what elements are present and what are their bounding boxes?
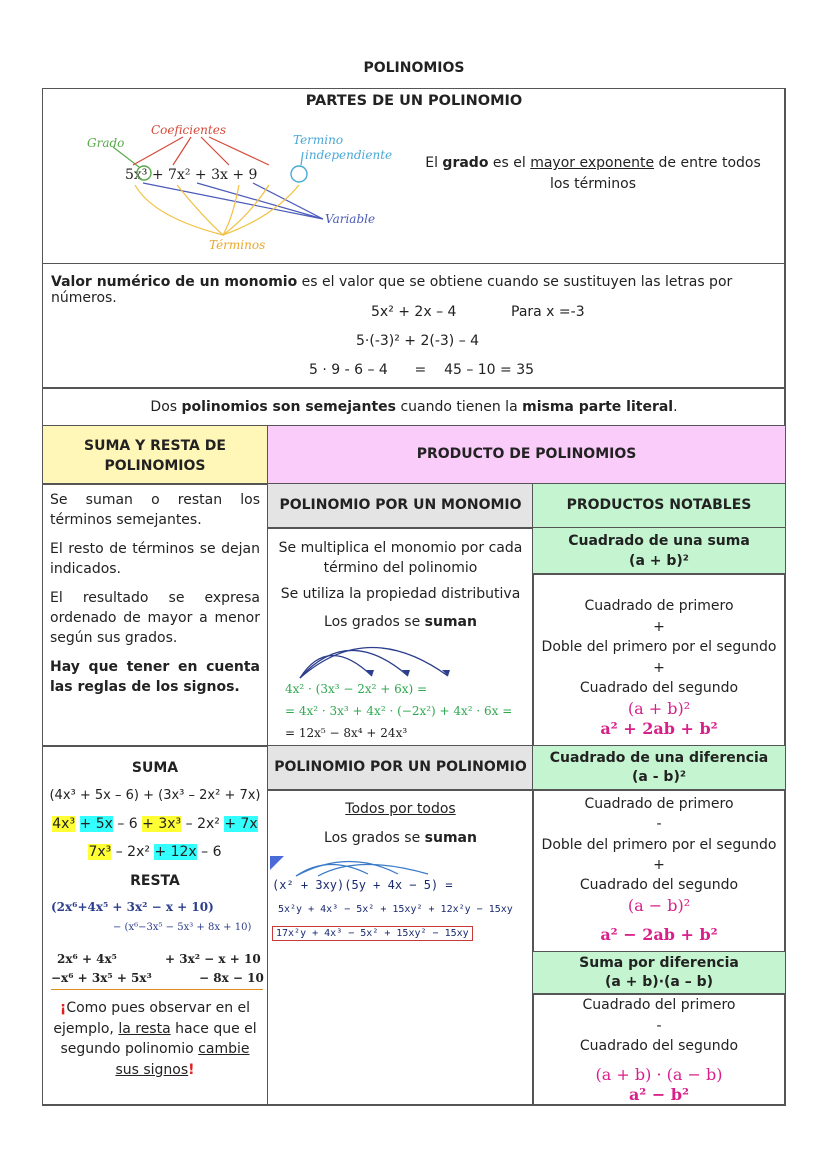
cuadrado-diferencia-header-cell [532, 745, 786, 791]
coeficientes-label: Coeficientes [151, 123, 226, 137]
suma-resta-header-cell [42, 425, 268, 485]
grado-def-mid: es el [492, 155, 526, 171]
note-excl-close: ! [188, 1061, 195, 1078]
resta-line-2: − (x⁶−3x⁵ − 5x³ + 8x + 10) [113, 922, 252, 933]
semejantes-section [42, 387, 786, 427]
resta-line-4a: −x⁶ + 3x⁵ + 5x³ [51, 971, 152, 985]
variable-arrow-3 [253, 183, 323, 219]
resta-line-1: (2x⁶+4x⁵ + 3x² − x + 10) [51, 900, 214, 914]
suma-line-2 [43, 816, 267, 832]
terminos-brace-3 [223, 185, 299, 235]
sem-bold-1: polinomios son semejantes [181, 399, 396, 415]
todos-por-todos: Todos por todos [345, 801, 456, 817]
valor-line-1a: 5x² + 2x – 4 [371, 304, 457, 320]
valor-line-2: 5·(-3)² + 2(-3) – 4 [356, 333, 480, 349]
resta-header: RESTA [130, 873, 180, 889]
summary-table [42, 88, 785, 1105]
terminos-label: Términos [209, 238, 266, 252]
corner-triangle-icon [270, 856, 284, 870]
sxd-step-1: Cuadrado del primero [582, 997, 736, 1013]
suma-plus-2: + [653, 659, 665, 676]
suma-term-4x3: 4x³ [52, 816, 76, 832]
cuadrado-suma-header-cell [532, 527, 786, 575]
sem-pre: Dos [150, 399, 178, 415]
pol-suman: suman [424, 830, 477, 846]
cuadrado-diferencia-formula: (a - b)² [632, 769, 686, 785]
sxd-minus: - [656, 1017, 662, 1034]
dif-step-3: Cuadrado del segundo [579, 877, 739, 894]
grado-def-post: de entre todos los términos [549, 155, 761, 192]
variable-label: Variable [325, 212, 376, 226]
resta-underline [51, 989, 263, 990]
suma-result-2x2: – 2x² [115, 844, 150, 860]
monomio-header: POLINOMIO POR UN MONOMIO [279, 497, 522, 513]
suma-resta-rules [42, 483, 268, 747]
monomio-suman: suman [424, 614, 477, 630]
termino-label: Termino [293, 133, 344, 147]
grado-definition [418, 153, 768, 195]
rule-1: Se suman o restan los términos semejantes. [50, 492, 260, 528]
suma-por-diferencia-header-cell [532, 951, 786, 995]
sem-post: . [673, 399, 678, 415]
sxd-step-2: Cuadrado del segundo [579, 1038, 739, 1054]
grado-def-underlined: mayor exponente [530, 155, 655, 171]
suma-resta-header: SUMA Y RESTA DE POLINOMIOS [84, 438, 226, 474]
rule-4: Hay que tener en cuenta las reglas de los signos. [50, 659, 260, 695]
suma-line-1: (4x³ + 5x – 6) + (3x³ – 2x² + 7x) [49, 788, 261, 803]
dif-step-1: Cuadrado de primero [584, 796, 734, 812]
monomio-example-1 [285, 682, 427, 696]
dif-plus: + [653, 856, 665, 873]
valor-line-1b: Para x =-3 [511, 304, 585, 320]
resta-note [53, 998, 257, 1080]
polynomial-parts-diagram [73, 117, 413, 257]
rule-2: El resto de términos se dejan indicados. [50, 541, 260, 577]
resta-line-3b: + 3x² − x + 10 [165, 952, 261, 966]
suma-step-1: Cuadrado de primero [584, 598, 734, 614]
suma-plus-1: + [653, 618, 665, 635]
variable-arrow-2 [197, 183, 323, 219]
page-title: POLINOMIOS [363, 60, 465, 76]
handwritten-result-box: 17x²y + 4x³ − 5x² + 15xy² − 15xy [272, 926, 473, 941]
monomio-text-2: Se utiliza la propiedad distributiva [280, 586, 521, 602]
valor-bold: Valor numérico de un monomio [51, 274, 298, 290]
producto-header: PRODUCTO DE POLINOMIOS [416, 446, 637, 462]
indep-arrow [301, 152, 303, 165]
suma-term-7x: + 7x [224, 816, 258, 832]
cuadrado-diferencia-body [532, 789, 786, 953]
independiente-label: independiente [305, 148, 393, 162]
cuadrado-suma-title: Cuadrado de una suma [568, 533, 750, 549]
suma-rhs: a² + 2ab + b² [600, 719, 718, 738]
note-a: Como pues observar en el ejemplo, [53, 1000, 251, 1037]
coef-arrow-4 [209, 137, 269, 165]
note-u1: la resta [118, 1020, 171, 1037]
monomio-example-2: = 4x² · 3x³ + 4x² · (−2x²) + 4x² · 6x = [285, 704, 513, 718]
sxd-lhs: (a + b) · (a − b) [595, 1064, 723, 1084]
suma-term-3x3: + 3x³ [142, 816, 182, 832]
suma-por-diferencia-body [532, 993, 786, 1106]
semejantes-text [43, 399, 785, 415]
valor-line-3: 5 · 9 - 6 – 4 = 45 – 10 = 35 [309, 362, 535, 378]
grado-def-bold: grado [442, 155, 489, 171]
sem-bold-2: misma parte literal [522, 399, 674, 415]
suma-term-6: – 6 [117, 816, 138, 832]
partes-section [42, 88, 786, 264]
monomio-grados: Los grados se [324, 614, 421, 630]
dif-rhs: a² − 2ab + b² [600, 924, 718, 944]
cuadrado-suma-body [532, 573, 786, 747]
suma-resta-examples [42, 745, 268, 1106]
suma-term-2x2: – 2x² [185, 816, 220, 832]
pol-grados: Los grados se [324, 830, 421, 846]
polinomio-header-cell [267, 745, 534, 791]
suma-por-diferencia-title: Suma por diferencia [579, 955, 739, 971]
suma-result-7x3: 7x³ [88, 844, 112, 860]
valor-text: es el valor que se obtiene cuando se sustituyen las letras por números. [51, 274, 733, 306]
note-excl-open: ¡ [59, 1000, 67, 1016]
dif-step-2: Doble del primero por el segundo [541, 836, 777, 853]
polinomio-body [267, 789, 534, 1106]
sem-mid: cuando tienen la [400, 399, 518, 415]
handwritten-line-1: (x² + 3xy)(5y + 4x − 5) = [272, 878, 453, 892]
dif-minus: - [656, 816, 662, 833]
handwritten-line-2: 5x²y + 4x³ − 5x² + 15xy² + 12x²y − 15xy [278, 904, 513, 915]
monomio-text-3 [268, 614, 533, 630]
rule-3: El resultado se expresa ordenado de mayor a menor según sus grados. [50, 590, 260, 646]
notables-header-cell [532, 483, 786, 529]
sxd-rhs: a² − b² [628, 1085, 690, 1104]
grado-label: Grado [87, 136, 125, 150]
suma-header: SUMA [131, 760, 179, 776]
partes-header: PARTES DE UN POLINOMIO [305, 93, 523, 109]
terminos-brace-1 [135, 185, 269, 235]
valor-numerico-section [42, 263, 786, 389]
parts-expression: 5x³ + 7x² + 3x + 9 [125, 167, 258, 183]
handwritten-arrows [288, 854, 438, 878]
note-u2: cambie sus signos [115, 1041, 250, 1078]
monomio-header-cell [267, 483, 534, 529]
note-b: hace que el segundo polinomio [60, 1020, 257, 1057]
monomio-text-1: Se multiplica el monomio por cada término del polinomio [278, 540, 523, 576]
suma-line-3 [43, 844, 267, 860]
suma-step-2: Doble del primero por el segundo [541, 639, 777, 655]
suma-result-12x: + 12x [154, 844, 197, 860]
monomio-body [267, 527, 534, 747]
notables-header: PRODUCTOS NOTABLES [566, 497, 752, 513]
suma-result-6: – 6 [201, 844, 222, 860]
distributive-arrows [288, 632, 458, 684]
cuadrado-suma-formula: (a + b)² [629, 553, 689, 569]
grado-def-pre: El [425, 155, 438, 171]
suma-step-3: Cuadrado del segundo [579, 680, 739, 696]
coef-arrow-3 [201, 137, 229, 165]
producto-header-cell [267, 425, 786, 485]
valor-definition [51, 274, 777, 306]
ex1-text: 4x² · (3x³ − 2x² + 6x) = [285, 682, 428, 696]
polinomio-header: POLINOMIO POR UN POLINOMIO [274, 759, 527, 775]
resta-line-3a: 2x⁶ + 4x⁵ [57, 952, 117, 966]
resta-line-4b: − 8x − 10 [199, 971, 264, 985]
dif-lhs: (a − b)² [627, 896, 691, 916]
independiente-circle [291, 166, 307, 182]
polinomio-grados [268, 830, 533, 846]
cuadrado-diferencia-title: Cuadrado de una diferencia [549, 750, 769, 766]
suma-lhs: (a + b)² [627, 698, 691, 718]
monomio-example-3: = 12x⁵ − 8x⁴ + 24x³ [285, 726, 408, 740]
suma-term-5x: + 5x [79, 816, 113, 832]
suma-por-diferencia-formula: (a + b)·(a – b) [604, 974, 714, 990]
